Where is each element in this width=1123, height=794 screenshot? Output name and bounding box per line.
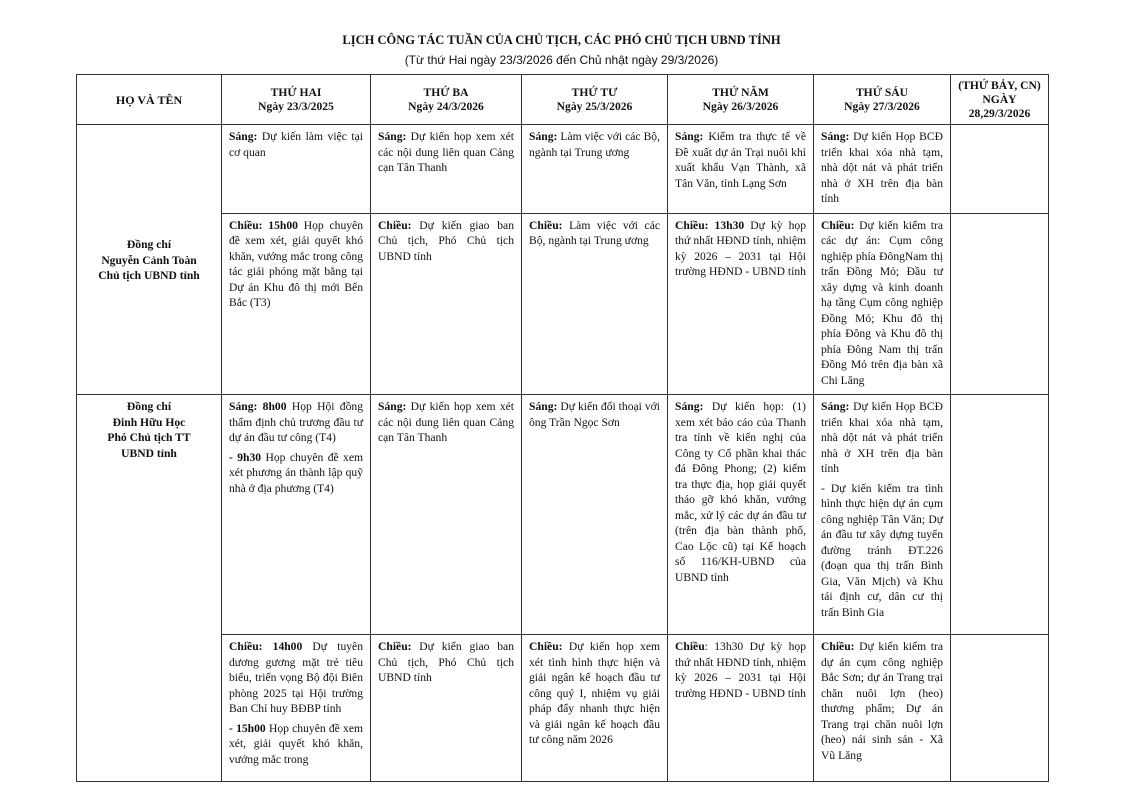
header-day-1 bbox=[222, 75, 371, 125]
entry-text: Họp chuyên đề xem xét phương án thành lập quỹ nhà ở địa phương (T4) bbox=[229, 450, 363, 495]
schedule-entry bbox=[821, 218, 943, 389]
entry-text: Kiểm tra thực tế về Đề xuất dự án Trại nuôi khỉ xuất khẩu Vạn Thành, xã Tân Văn, tỉnh Lạng Sơn bbox=[675, 130, 806, 190]
time-label: Sáng: bbox=[378, 400, 407, 413]
entry-text: Dự kiến họp xem xét các nội dung liên quan Cảng cạn Tân Thanh bbox=[378, 400, 514, 444]
official-name-line: Đinh Hữu Học bbox=[112, 415, 186, 429]
schedule-entry bbox=[378, 218, 514, 265]
official-name-line: Đồng chí bbox=[126, 238, 172, 252]
entry-text: Dự tuyên dương gương mặt trẻ tiêu biểu, triển vọng Bộ đội Biên phòng 2025 tại Hội trường Ban Chỉ huy BĐBP tỉnh bbox=[229, 640, 363, 715]
schedule-entry bbox=[821, 129, 943, 207]
time-label: Chiều: bbox=[378, 640, 412, 653]
time-label: Sáng: bbox=[529, 130, 558, 143]
header-name-column bbox=[77, 75, 222, 125]
schedule-cell bbox=[951, 125, 1049, 214]
time-label: Chiều bbox=[675, 640, 705, 653]
schedule-entry bbox=[378, 639, 514, 686]
entry-text: Dự kiến giao ban Chủ tịch, Phó Chủ tịch UBND tỉnh bbox=[378, 218, 514, 263]
time-label: Sáng: bbox=[821, 400, 850, 413]
header-label: (THỨ BẢY, CN) NGÀY bbox=[958, 78, 1041, 106]
schedule-row bbox=[77, 125, 1049, 214]
schedule-cell bbox=[668, 213, 814, 395]
schedule-row bbox=[77, 213, 1049, 395]
schedule-row bbox=[77, 635, 1049, 782]
document-title: LỊCH CÔNG TÁC TUẦN CỦA CHỦ TỊCH, CÁC PHÓ CHỦ TỊCH UBND TỈNH bbox=[342, 33, 781, 47]
schedule-entry bbox=[529, 399, 660, 430]
header-label: THỨ HAI bbox=[270, 85, 322, 99]
entry-text: - Dự kiến kiểm tra tình hình thực hiện dự án cụm công nghiệp Tân Văn; Dự án đầu tư xây dựng tuyến đường tránh ĐT.226 (đoạn qua thị trấn Bình Gia, Văn Mịch) và Khu tái định cư, dân cư thị trấn Bình Gia bbox=[821, 481, 943, 619]
header-label: THỨ TƯ bbox=[571, 85, 618, 99]
time-label: Chiều: bbox=[821, 218, 855, 232]
time-label: Sáng: bbox=[229, 130, 258, 143]
schedule-entry bbox=[378, 129, 514, 176]
schedule-row bbox=[77, 395, 1049, 635]
official-name-line: UBND tỉnh bbox=[121, 446, 177, 460]
schedule-cell bbox=[951, 395, 1049, 635]
schedule-cell bbox=[222, 635, 371, 782]
schedule-entry bbox=[675, 218, 806, 280]
official-name-line: Chủ tịch UBND tỉnh bbox=[98, 269, 200, 283]
header-date: 28,29/3/2026 bbox=[968, 106, 1031, 120]
header-day-2 bbox=[371, 75, 522, 125]
schedule-entry bbox=[229, 218, 363, 311]
schedule-cell bbox=[951, 635, 1049, 782]
schedule-entry bbox=[675, 399, 806, 585]
schedule-entry bbox=[675, 129, 806, 191]
official-name-line: Nguyễn Cảnh Toàn bbox=[101, 253, 197, 267]
entry-text: Dự kiến kiểm tra các dự án: Cụm công nghiệp phía ĐôngNam thị trấn Đồng Mỏ; Đầu tư xây dựng và kinh doanh hạ tầng Cụm công nghiệp Đồng Mỏ; Khu đô thị phía Đông và Khu đô thị phía Đông Nam thị trấn Đồng Mỏ trên địa bàn xã Chi Lăng bbox=[821, 218, 943, 387]
official-name-line: Phó Chủ tịch TT bbox=[107, 431, 191, 444]
schedule-entry bbox=[529, 218, 660, 249]
schedule-cell bbox=[814, 125, 951, 214]
schedule-cell bbox=[522, 213, 668, 395]
header-label: THỨ NĂM bbox=[712, 85, 769, 99]
entry-text: Dự kiến đối thoại với ông Trần Ngọc Sơn bbox=[529, 400, 660, 429]
schedule-cell bbox=[951, 213, 1049, 395]
schedule-cell bbox=[522, 635, 668, 782]
entry-text: Họp chuyên đề xem xét, giải quyết khó khăn, vướng mắc trong công tác giải phóng mặt bằng tại Dự án Khu đô thị mới Bến Bắc (T3) bbox=[229, 218, 363, 309]
time-label: Chiều: bbox=[529, 640, 563, 653]
entry-text: Họp Hội đồng thẩm định chủ trương đầu tư dự án đầu tư công (T4) bbox=[229, 400, 363, 444]
schedule-cell bbox=[222, 395, 371, 635]
schedule-cell bbox=[222, 213, 371, 395]
schedule-cell bbox=[522, 395, 668, 635]
schedule-entry bbox=[529, 639, 660, 748]
entry-text: Dự kỳ họp thứ nhất HĐND tỉnh, nhiệm kỳ 2026 – 2031 tại Hội trường HĐND - UBND tỉnh bbox=[675, 218, 806, 278]
schedule-cell bbox=[668, 125, 814, 214]
time-label: - 9h30 bbox=[229, 450, 262, 464]
time-label: Chiều: bbox=[821, 640, 855, 653]
header-date: Ngày 26/3/2026 bbox=[702, 99, 779, 113]
header-row bbox=[77, 75, 1049, 125]
entry-text: Dự kiến Họp BCĐ triển khai xóa nhà tạm, nhà dột nát và phát triển nhà ở XH trên địa bàn tỉnh bbox=[821, 400, 943, 475]
official-name-cell bbox=[77, 125, 222, 395]
header-day-3 bbox=[522, 75, 668, 125]
schedule-cell bbox=[668, 635, 814, 782]
schedule-entry bbox=[229, 399, 363, 446]
time-label: Chiều: 13h30 bbox=[675, 218, 745, 232]
time-label: Chiều: bbox=[529, 218, 563, 232]
schedule-entry bbox=[529, 129, 660, 160]
entry-text: Dự kiến kiểm tra dự án cụm công nghiệp Bắc Sơn; dự án Trang trại chăn nuôi lợn (heo) thương phẩm; Dự án Trang trại chăn nuôi lợn (heo) nái sinh sản - Xã Vũ Lăng bbox=[821, 640, 943, 762]
time-label: - 15h00 bbox=[229, 721, 266, 735]
official-name-line: Đồng chí bbox=[126, 400, 172, 413]
schedule-entry bbox=[821, 639, 943, 763]
official-name-cell bbox=[77, 395, 222, 782]
schedule-cell bbox=[814, 635, 951, 782]
schedule-table bbox=[76, 74, 1049, 782]
schedule-cell bbox=[668, 395, 814, 635]
header-date: Ngày 24/3/2026 bbox=[408, 99, 484, 113]
entry-text: Dự kiến họp: (1) xem xét báo cáo của Thanh tra tỉnh về kiến nghị của Công ty Cổ phần khai thác đá Đông Phong; (2) kiểm tra thực địa, họp giải quyết tháo gỡ khó khăn, vướng mắc, xử lý các dự án đầu tư (trên địa bàn thành phố, Cao Lộc cũ) tại Kế hoạch số 116/KH-UBND của UBND tỉnh bbox=[675, 400, 806, 584]
schedule-entry bbox=[378, 399, 514, 446]
schedule-cell bbox=[222, 125, 371, 214]
header-label: THỨ BA bbox=[423, 85, 469, 99]
time-label: Sáng: 8h00 bbox=[229, 400, 287, 413]
entry-text: Dự kiến Họp BCĐ triển khai xóa nhà tạm, nhà dột nát và phát triển nhà ở XH trên địa bàn tỉnh bbox=[821, 130, 943, 205]
schedule-entry bbox=[229, 639, 363, 717]
entry-text: Dự kiến giao ban Chủ tịch, Phó Chủ tịch UBND tỉnh bbox=[378, 640, 514, 684]
time-label: Chiều: 15h00 bbox=[229, 218, 298, 232]
entry-text: Dự kiến họp xem xét tình hình thực hiện và giải ngân kế hoạch đầu tư công quý I, nhiệm vụ giải pháp đẩy nhanh thực hiện và giải ngân kế hoạch đầu tư công năm 2026 bbox=[529, 640, 660, 746]
header-day-6 bbox=[951, 75, 1049, 125]
entry-text: Họp chuyên đề xem xét, giải quyết khó khăn, vướng mắc trong bbox=[229, 721, 363, 766]
schedule-entry bbox=[821, 481, 943, 621]
time-label: Sáng: bbox=[675, 400, 704, 413]
schedule-entry bbox=[229, 450, 363, 497]
header-date: Ngày 23/3/2025 bbox=[258, 99, 334, 113]
time-label: Sáng: bbox=[529, 400, 558, 413]
schedule-entry bbox=[675, 639, 806, 701]
entry-text: Làm việc với các Bộ, ngành tại Trung ương bbox=[529, 130, 660, 159]
entry-text: Dự kiến làm việc tại cơ quan bbox=[229, 130, 363, 159]
document-subtitle: (Từ thứ Hai ngày 23/3/2026 đến Chủ nhật ngày 29/3/2026) bbox=[404, 53, 719, 67]
header-label: HỌ VÀ TÊN bbox=[115, 92, 183, 107]
header-day-5 bbox=[814, 75, 951, 125]
entry-text: Dự kiến họp xem xét các nội dung liên quan Cảng cạn Tân Thanh bbox=[378, 130, 514, 174]
header-day-4 bbox=[668, 75, 814, 125]
schedule-entry bbox=[229, 129, 363, 160]
schedule-cell bbox=[814, 395, 951, 635]
header-date: Ngày 27/3/2026 bbox=[844, 99, 920, 113]
time-label: Sáng: bbox=[821, 130, 850, 143]
time-label: Chiều: bbox=[378, 218, 412, 232]
schedule-cell bbox=[522, 125, 668, 214]
schedule-entry bbox=[229, 721, 363, 768]
time-label: Sáng: bbox=[675, 130, 704, 143]
schedule-cell bbox=[371, 635, 522, 782]
schedule-entry bbox=[821, 399, 943, 477]
entry-text: Làm việc với các Bộ, ngành tại Trung ương bbox=[529, 218, 660, 247]
header-date: Ngày 25/3/2026 bbox=[556, 99, 633, 113]
schedule-cell bbox=[814, 213, 951, 395]
schedule-cell bbox=[371, 213, 522, 395]
schedule-cell bbox=[371, 395, 522, 635]
time-label: Chiều: 14h00 bbox=[229, 640, 303, 653]
header-label: THỨ SÁU bbox=[855, 85, 909, 99]
time-label: Sáng: bbox=[378, 130, 407, 143]
schedule-cell bbox=[371, 125, 522, 214]
entry-text: : 13h30 Dự kỳ họp thứ nhất HĐND tỉnh, nhiệm kỳ 2026 – 2031 tại Hội trường HĐND - UBND tỉnh bbox=[675, 640, 806, 700]
